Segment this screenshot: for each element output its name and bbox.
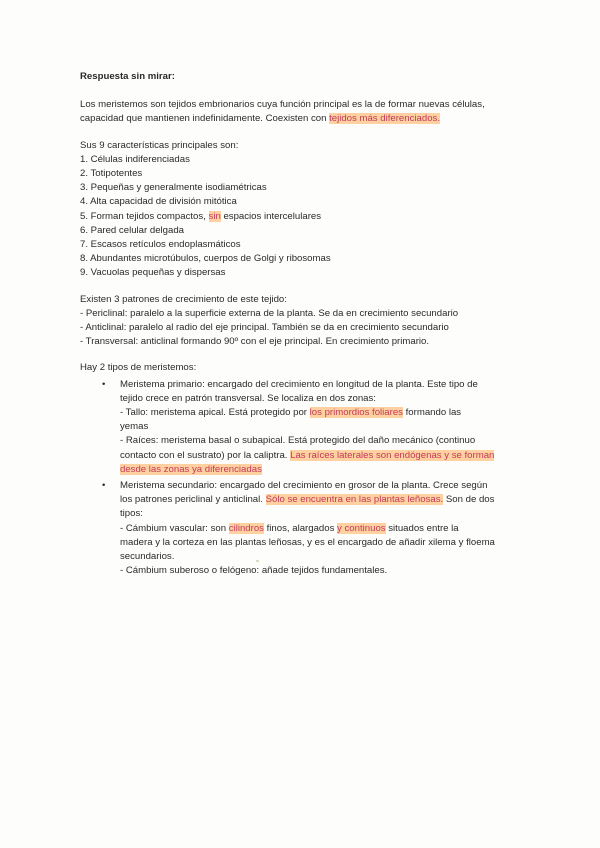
- page-title: Respuesta sin mirar:: [80, 71, 175, 82]
- characteristic-item: 2. Totipotentes: [80, 168, 143, 180]
- tallo-highlight: los primordios foliares: [309, 407, 403, 419]
- primary-raices-line2: [120, 449, 520, 463]
- tallo-pre: - Tallo: meristema apical. Está protegido por: [120, 407, 310, 419]
- primary-tallo: [120, 406, 520, 420]
- primary-raices-line1: - Raíces: meristema basal o subapical. Está protegido del daño mecánico (continuo: [120, 435, 476, 447]
- primary-line1: Meristema primario: encargado del crecimiento en longitud de la planta. Este tipo de: [120, 378, 478, 390]
- intro-highlight: tejidos más diferenciados.: [329, 113, 440, 125]
- secondary-line3: tipos:: [120, 508, 143, 520]
- vasc-post: situados entre la: [385, 522, 459, 534]
- intro-text: Los meristemos son tejidos embrionarios cuya función principal es la de formar nuevas células, capacidad que mantienen indefinidamente. Coexisten con: [80, 99, 485, 125]
- primary-line2: tejido crece en patrón transversal. Se localiza en dos zonas:: [120, 392, 376, 404]
- secondary-pre: los patrones periclinal y anticlinal.: [120, 494, 266, 506]
- characteristic-item: 9. Vacuolas pequeñas y dispersas: [80, 267, 226, 279]
- characteristic-item: 8. Abundantes microtúbulos, cuerpos de Golgi y ribosomas: [80, 253, 331, 265]
- item5-post: espacios intercelulares: [220, 210, 322, 222]
- vasc-highlight-2: y continuos: [337, 522, 386, 534]
- raices-highlight-2: desde las zonas ya diferenciadas: [120, 463, 262, 475]
- bullet: •: [102, 480, 106, 492]
- tallo-post: formando las: [402, 407, 462, 419]
- list-item-primary: [102, 378, 520, 477]
- characteristic-item: 6. Pared celular delgada: [80, 224, 185, 236]
- patterns-section: [80, 293, 520, 350]
- paper-mark: [256, 560, 259, 562]
- secondary-line1: Meristema secundario: encargado del crecimiento en grosor de la planta. Crece según: [120, 480, 488, 492]
- types-list: [80, 378, 520, 579]
- characteristic-item: 1. Células indiferenciadas: [80, 153, 190, 165]
- primary-raices-line3: [120, 463, 520, 477]
- vascular-line3: secundarios.: [120, 551, 175, 563]
- vascular-line1: [120, 522, 520, 536]
- raices-pre: contacto con el sustrato) por la caliptra.: [120, 449, 291, 461]
- suberoso-line: - Cámbium suberoso o felógeno: añade tejidos fundamentales.: [120, 565, 388, 577]
- document-page: [80, 70, 520, 579]
- characteristics-section: [80, 139, 520, 281]
- bullet: •: [102, 378, 106, 390]
- characteristic-item-5: [80, 210, 520, 224]
- list-item-secondary: [102, 479, 520, 578]
- vasc-pre: - Cámbium vascular: son: [120, 522, 229, 534]
- secondary-highlight: Sólo se encuentra en las plantas leñosas.: [265, 494, 444, 506]
- item5-pre: 5. Forman tejidos compactos,: [80, 210, 209, 222]
- types-section: [80, 361, 520, 578]
- vascular-line2: madera y la corteza en las plantas leñosas, y es el encargado de añadir xilema y floema: [120, 536, 495, 548]
- secondary-post: Son de dos: [443, 494, 495, 506]
- patterns-heading: Existen 3 patrones de crecimiento de este tejido:: [80, 293, 287, 305]
- characteristic-item: 4. Alta capacidad de división mitótica: [80, 196, 237, 208]
- characteristic-item: 7. Escasos retículos endoplasmáticos: [80, 239, 241, 251]
- vasc-mid: finos, alargados: [263, 522, 338, 534]
- types-heading: Hay 2 tipos de meristemos:: [80, 362, 197, 374]
- pattern-item: - Anticlinal: paralelo al radio del eje principal. También se da en crecimiento secundario: [80, 322, 449, 334]
- characteristics-heading: Sus 9 características principales son:: [80, 139, 239, 151]
- item5-highlight: sin: [208, 210, 221, 222]
- pattern-item: - Transversal: anticlinal formando 90º con el eje principal. En crecimiento primario.: [80, 336, 430, 348]
- vasc-highlight-1: cilindros: [228, 522, 264, 534]
- intro-paragraph: [80, 98, 520, 126]
- primary-tallo-line2: yemas: [120, 421, 149, 433]
- secondary-line2: [120, 493, 520, 507]
- pattern-item: - Periclinal: paralelo a la superficie externa de la planta. Se da en crecimiento secundario: [80, 307, 459, 319]
- raices-highlight-1: Las raíces laterales son endógenas y se forman: [290, 449, 495, 461]
- characteristic-item: 3. Pequeñas y generalmente isodiamétricas: [80, 182, 267, 194]
